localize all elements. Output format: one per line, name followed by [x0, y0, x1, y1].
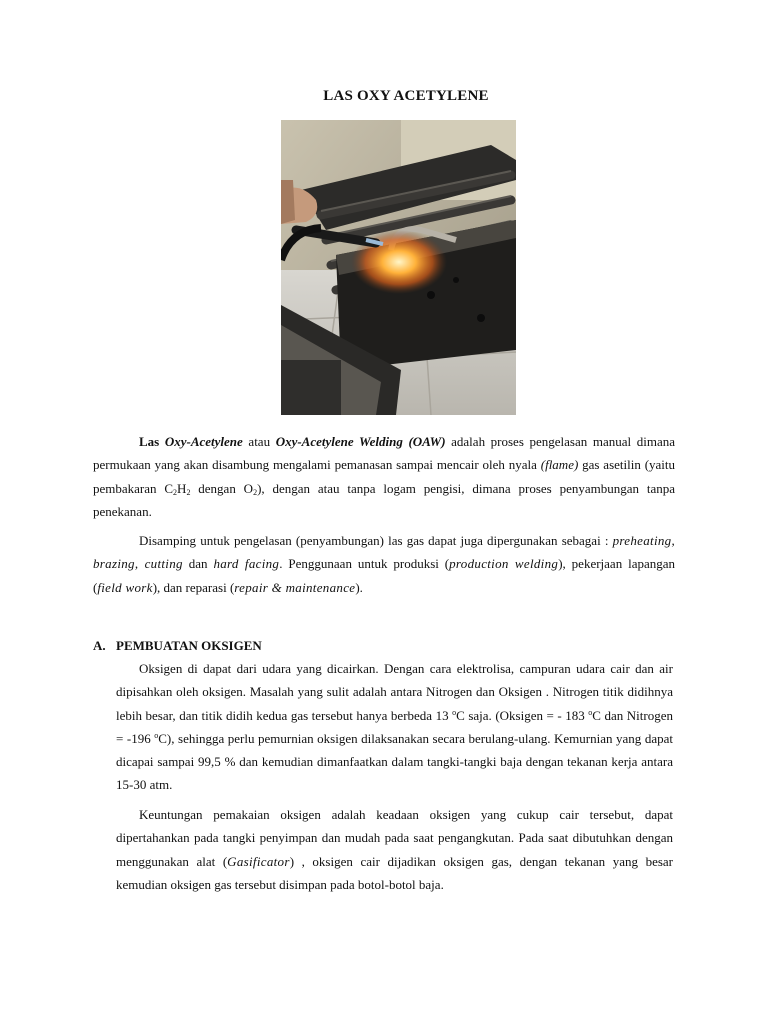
section-a-title: PEMBUATAN OKSIGEN: [116, 638, 262, 653]
advantage-text-2: ) , oksigen cair dijadikan oksigen gas, dengan tekanan yang besar kemudian oksigen gas tersebut disimpan pada botol-botol baja.: [116, 853, 674, 892]
welding-photo: [281, 120, 516, 415]
degree-sup-3: o: [154, 730, 159, 740]
oxygen-text-4: C), sehingga perlu pemurnian oksigen dilaksanakan secara berulang-ulang. Kemurnian yang dapat dicapai sampai 99,5 % dan kemudian dimanfaatkan dalam tangki-tangki baja dengan tekanan kerja antara 15-30 atm.: [116, 730, 673, 793]
intro-text-3: dengan O: [190, 480, 254, 496]
formula-sub-1: 2: [173, 487, 178, 497]
usage-term-hard-facing: hard facing: [213, 556, 280, 572]
usage-text-3: ), pekerjaan lapangan (: [93, 556, 676, 595]
oxygen-advantage-paragraph: [116, 803, 673, 896]
intro-paragraph: [93, 430, 675, 523]
degree-sup-2: o: [588, 707, 593, 717]
degree-sup-1: o: [452, 707, 457, 717]
intro-term-oxy-acetylene: Oxy-Acetylene: [164, 434, 243, 449]
usage-text-5: ).: [355, 579, 363, 595]
oxygen-production-paragraph: [116, 657, 673, 797]
usage-term-production-welding: production welding: [449, 556, 559, 572]
oxygen-text-3: C dan Nitrogen = -196: [116, 707, 673, 746]
usage-text-1: Disamping untuk pengelasan (penyambungan) las gas dapat juga dipergunakan sebagai :: [139, 533, 609, 548]
document-title: LAS OXY ACETYLENE: [323, 88, 489, 104]
usage-paragraph: [93, 529, 675, 599]
section-a-number: A.: [93, 638, 106, 653]
usage-text-4: ), dan reparasi (: [152, 579, 235, 595]
usage-text-2: . Penggunaan untuk produksi (: [279, 556, 450, 572]
intro-text-1: adalah proses pengelasan manual dimana permukaan yang akan disambung mengalami pemanasan sampai mencair oleh nyala: [93, 434, 675, 473]
section-a-heading: [93, 638, 262, 654]
welding-photo-image: [281, 120, 516, 415]
advantage-term-gasificator: Gasificator: [227, 853, 290, 869]
oxygen-text-1: Oksigen di dapat dari udara yang dicairkan. Dengan cara elektrolisa, campuran udara cair dan air dipisahkan oleh oksigen. Masalah yang sulit adalah antara Nitrogen dan Oksigen . Nitrogen titik didihnya lebih besar, dan titik didih kedua gas tersebut hanya berbeda 13: [116, 661, 673, 723]
usage-term-processes: preheating, brazing, cutting: [93, 533, 675, 572]
intro-text-4: ), dengan atau tanpa logam pengisi, dimana proses penyambungan tanpa penekanan.: [93, 480, 675, 519]
intro-term-flame: (flame): [540, 457, 579, 473]
formula-sub-3: 2: [253, 487, 258, 497]
intro-text-2: gas asetilin (yaitu pembakaran C: [93, 457, 676, 496]
advantage-text-1: Keuntungan pemakaian oksigen adalah keadaan oksigen yang cukup cair tersebut, dapat dipertahankan pada tangki penyimpan dan mudah pada saat pengangkutan. Pada saat dibutuhkan dengan menggunakan alat (: [116, 807, 673, 869]
usage-word-dan: dan: [188, 556, 208, 572]
usage-term-repair: repair & maintenance: [234, 579, 356, 595]
intro-word-atau: atau: [248, 434, 271, 449]
formula-h: H: [177, 480, 187, 496]
intro-word-las: Las: [139, 434, 160, 449]
intro-term-oaw: Oxy-Acetylene Welding (OAW): [275, 434, 446, 449]
oxygen-text-2: C saja. (Oksigen = - 183: [456, 707, 589, 723]
formula-sub-2: 2: [186, 487, 191, 497]
usage-term-field-work: field work: [97, 579, 153, 595]
